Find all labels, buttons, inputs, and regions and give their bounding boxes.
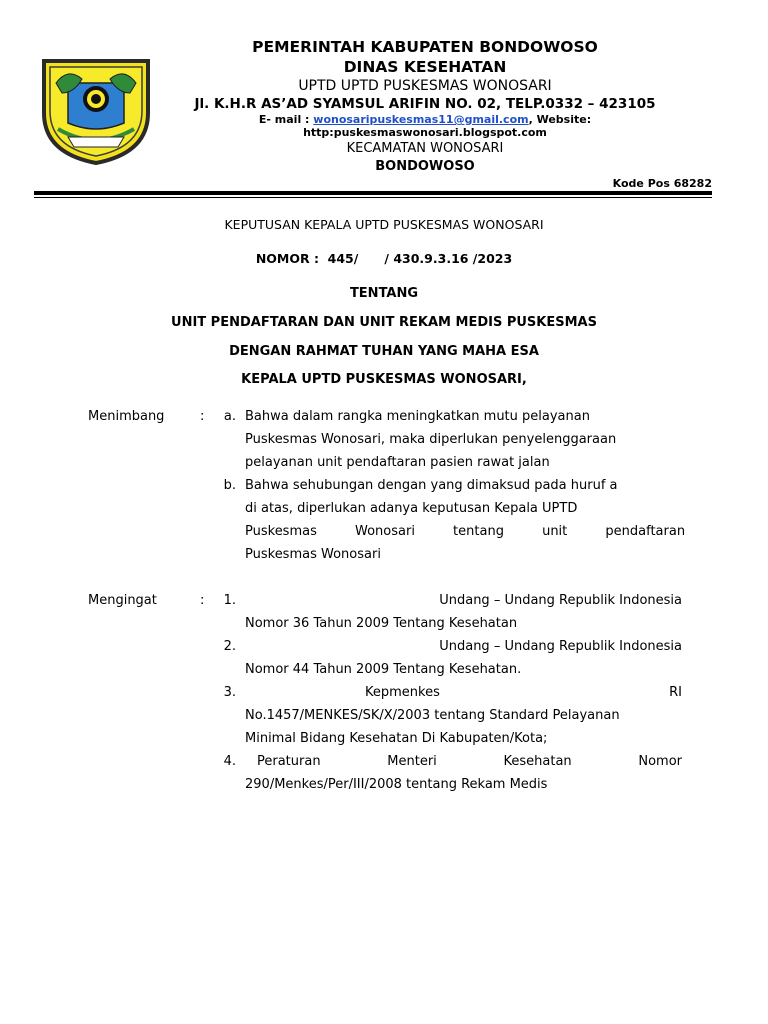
mengingat-marker-3: 3. [223,685,236,700]
mengingat-label: Mengingat [88,593,157,608]
line-text: Puskesmas Wonosari tentang unit pendaftaran [245,524,686,539]
mengingat-marker-4: 4. [223,754,236,769]
text-line [245,451,682,474]
line-text: Nomor [638,754,682,769]
mengingat-marker-1: 1. [223,593,236,608]
line-text: 290/Menkes/Per/III/2008 tentang Rekam Medis [245,777,548,792]
line-text: Undang – Undang Republik Indonesia [439,639,682,654]
line-text: Kepmenkes [365,685,440,700]
line-text: Minimal Bidang Kesehatan Di Kabupaten/Kota; [245,731,548,746]
mengingat-item-4 [245,750,682,796]
decision-subject: UNIT PENDAFTARAN DAN UNIT REKAM MEDIS PUSKESMAS [171,315,597,330]
line-text: Kesehatan [503,754,572,769]
district-name: KECAMATAN WONOSARI [346,141,504,156]
line-text: Nomor 36 Tahun 2009 Tentang Kesehatan [245,616,518,631]
text-line [245,520,686,543]
text-line [245,704,682,727]
text-line [245,773,682,796]
line-text: Menteri [387,754,437,769]
text-line [245,750,682,773]
menimbang-colon: : [200,409,205,424]
letterhead-divider-thin [34,197,712,198]
email-label: E- mail : [258,113,314,126]
line-text: Peraturan [257,754,321,769]
text-line [245,543,682,566]
line-text: Puskesmas Wonosari, maka diperlukan penyelenggaraan [245,432,617,447]
government-name: PEMERINTAH KABUPATEN BONDOWOSO [252,38,598,56]
letterhead-divider-thick [34,191,712,195]
website-url: http:puskesmaswonosari.blogspot.com [303,126,547,139]
text-line [245,497,682,520]
website-label: , Website: [528,113,592,126]
menimbang-marker-b: b. [223,478,236,493]
issuer: KEPALA UPTD PUSKESMAS WONOSARI, [241,372,527,387]
tentang-heading: TENTANG [349,286,419,301]
line-text: di atas, diperlukan adanya keputusan Kepala UPTD [245,501,578,516]
line-text: No.1457/MENKES/SK/X/2003 tentang Standard Pelayanan [245,708,620,723]
mengingat-item-2 [245,635,682,681]
menimbang-item-a [245,405,682,474]
line-text: pelayanan unit pendaftaran pasien rawat jalan [245,455,550,470]
email-link[interactable]: wonosaripuskesmas11@gmail.com [313,113,529,126]
line-text: Bahwa sehubungan dengan yang dimaksud pada huruf a [245,478,618,493]
line-text: Puskesmas Wonosari [245,547,381,562]
decision-title: KEPUTUSAN KEPALA UPTD PUSKESMAS WONOSARI [224,217,544,232]
bondowoso-regency-emblem [38,53,154,165]
line-text: Bahwa dalam rangka meningkatkan mutu pelayanan [245,409,590,424]
menimbang-marker-a: a. [223,409,236,424]
text-line [245,727,682,750]
text-line [245,589,682,612]
address: Jl. K.H.R AS’AD SYAMSUL ARIFIN NO. 02, TELP.0332 – 423105 [194,96,656,112]
line-text: RI [669,685,682,700]
text-line [245,612,682,635]
mengingat-marker-2: 2. [223,639,236,654]
text-line [245,658,682,681]
unit-name: UPTD UPTD PUSKESMAS WONOSARI [298,78,552,94]
text-line [245,474,682,497]
line-text: Undang – Undang Republik Indonesia [439,593,682,608]
mengingat-colon: : [200,593,205,608]
line-text: Nomor 44 Tahun 2009 Tentang Kesehatan. [245,662,522,677]
city-name: BONDOWOSO [375,159,475,174]
mengingat-item-1 [245,589,682,635]
menimbang-item-b [245,474,686,566]
text-line [245,681,682,704]
menimbang-label: Menimbang [88,409,165,424]
postal-code: Kode Pos 68282 [612,177,712,190]
text-line [245,635,682,658]
mengingat-item-3 [245,681,682,750]
text-line [245,428,682,451]
agency-name: DINAS KESEHATAN [343,58,507,76]
contact-line [160,113,690,126]
invocation: DENGAN RAHMAT TUHAN YANG MAHA ESA [229,344,539,359]
text-line [245,405,682,428]
decision-number: NOMOR : 445/ / 430.9.3.16 /2023 [255,251,513,266]
